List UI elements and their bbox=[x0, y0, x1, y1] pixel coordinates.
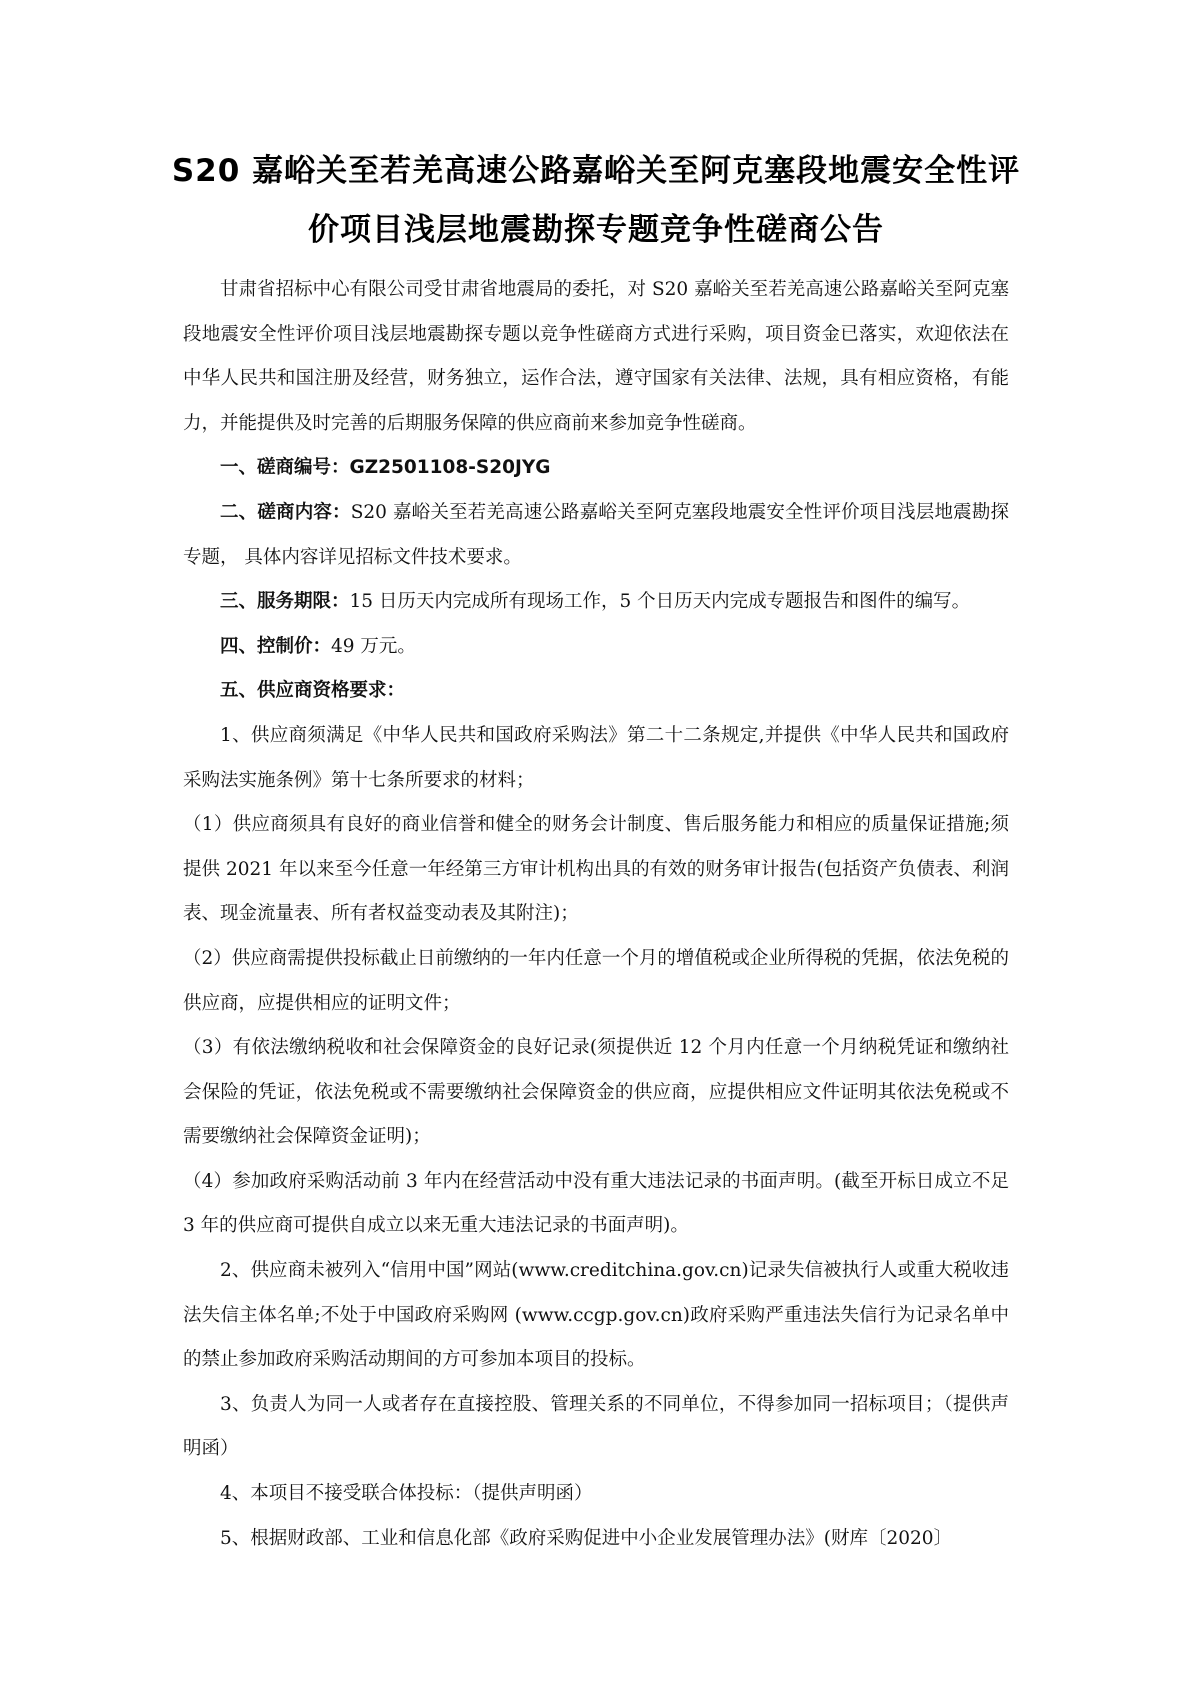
section-consultation-content bbox=[183, 491, 1009, 580]
section-supplier-qualifications bbox=[183, 669, 1009, 714]
requirement-item: 2、供应商未被列入“信用中国”网站(www.creditchina.gov.cn)记录失信被执行人或重大税收违法失信主体名单;不处于中国政府采购网 (www.ccgp.gov.cn)政府采购严重违法失信行为记录名单中的禁止参加政府采购活动期间的方可参加本项目的投标。 bbox=[183, 1260, 1009, 1371]
requirement-subitem: （2）供应商需提供投标截止日前缴纳的一年内任意一个月的增值税或企业所得税的凭据，依法免税的供应商，应提供相应的证明文件； bbox=[183, 947, 1009, 1014]
requirement-subitem: （3）有依法缴纳税收和社会保障资金的良好记录(须提供近 12 个月内任意一个月纳税凭证和缴纳社会保险的凭证，依法免税或不需要缴纳社会保障资金的供应商，应提供相应文件证明其依法免税或不需要缴纳社会保障资金证明)； bbox=[183, 1037, 1009, 1148]
section-value: 49 万元。 bbox=[331, 635, 416, 657]
consultation-number-value: GZ2501108-S20JYG bbox=[349, 457, 551, 479]
section-heading: 四、控制价： bbox=[220, 635, 332, 657]
section-control-price bbox=[183, 625, 1009, 670]
section-heading: 一、磋商编号： bbox=[220, 457, 350, 479]
section-heading: 三、服务期限： bbox=[220, 591, 350, 613]
document-title-line-2: 价项目浅层地震勘探专题竞争性磋商公告 bbox=[308, 212, 884, 248]
section-heading: 二、磋商内容： bbox=[220, 501, 351, 523]
requirement-item: 5、根据财政部、工业和信息化部《政府采购促进中小企业发展管理办法》(财库〔2020〕 bbox=[220, 1527, 953, 1549]
section-value: 15 日历天内完成所有现场工作，5 个日历天内完成专题报告和图件的编写。 bbox=[349, 591, 971, 613]
section-value: S20 嘉峪关至若羌高速公路嘉峪关至阿克塞段地震安全性评价项目浅层地震勘探专题， 具体内容详见招标文件技术要求。 bbox=[183, 501, 1009, 568]
requirement-item: 4、本项目不接受联合体投标：（提供声明函） bbox=[220, 1483, 593, 1505]
intro-paragraph: 甘肃省招标中心有限公司受甘肃省地震局的委托，对 S20 嘉峪关至若羌高速公路嘉峪关至阿克塞段地震安全性评价项目浅层地震勘探专题以竞争性磋商方式进行采购，项目资金已落实，欢迎依法在中华人民共和国注册及经营，财务独立，运作合法，遵守国家有关法律、法规，具有相应资格，有能力，并能提供及时完善的后期服务保障的供应商前来参加竞争性磋商。 bbox=[183, 279, 1009, 434]
requirement-item: 3、负责人为同一人或者存在直接控股、管理关系的不同单位，不得参加同一招标项目；（提供声明函） bbox=[183, 1393, 1009, 1460]
section-consultation-number bbox=[183, 446, 1009, 491]
document-title-line-1: S20 嘉峪关至若羌高速公路嘉峪关至阿克塞段地震安全性评 bbox=[171, 153, 1021, 189]
requirement-subitem: （4）参加政府采购活动前 3 年内在经营活动中没有重大违法记录的书面声明。(截至开标日成立不足 3 年的供应商可提供自成立以来无重大违法记录的书面声明)。 bbox=[183, 1170, 1009, 1237]
document-body bbox=[183, 268, 1009, 1561]
section-service-period bbox=[183, 580, 1009, 625]
section-heading: 五、供应商资格要求： bbox=[220, 680, 406, 702]
requirement-subitem: （1）供应商须具有良好的商业信誉和健全的财务会计制度、售后服务能力和相应的质量保证措施;须提供 2021 年以来至今任意一年经第三方审计机构出具的有效的财务审计报告(包括资产负债表、利润表、现金流量表、所有者权益变动表及其附注)； bbox=[183, 814, 1009, 925]
requirement-item: 1、供应商须满足《中华人民共和国政府采购法》第二十二条规定,并提供《中华人民共和国政府采购法实施条例》第十七条所要求的材料； bbox=[183, 724, 1009, 791]
